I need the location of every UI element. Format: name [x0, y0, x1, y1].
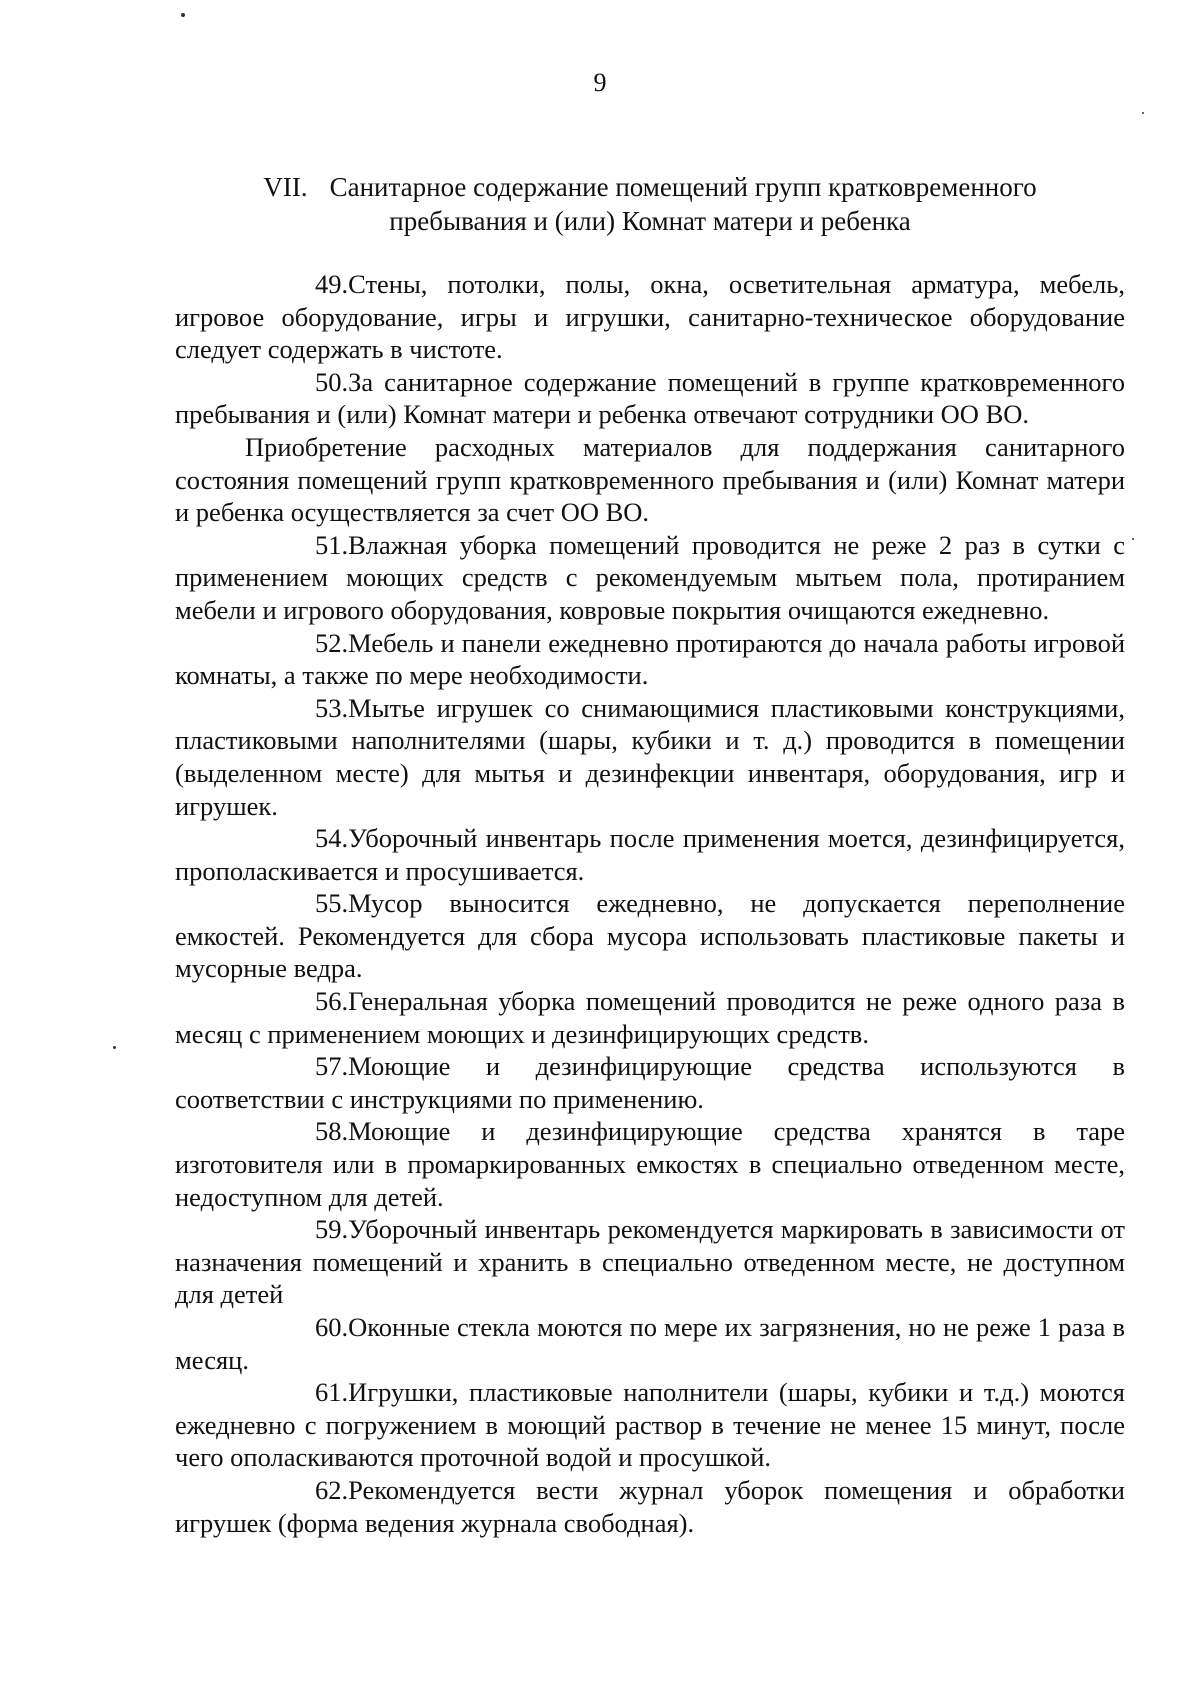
paragraph-text: Мебель и панели ежедневно протираются до начала работы игровой комнаты, а также по мере необходимости.	[175, 627, 1125, 691]
paragraph-text: Игрушки, пластиковые наполнители (шары, кубики и т.д.) моются ежедневно с погружением в моющий раствор в течение не менее 15 минут, после чего ополаскиваются проточной водой и просушкой.	[175, 1377, 1125, 1473]
paragraph-53	[175, 692, 1125, 822]
paragraph-text: Уборочный инвентарь рекомендуется маркировать в зависимости от назначения помещений и хранить в специально отведенном месте, не доступном для детей	[175, 1214, 1125, 1310]
paragraph-57	[175, 1050, 1125, 1115]
scan-speck	[1132, 538, 1134, 540]
section-title	[175, 170, 1125, 238]
paragraph-number: 51.	[315, 529, 349, 560]
paragraph-number: 61.	[315, 1377, 349, 1408]
paragraph-52	[175, 627, 1125, 692]
section-roman-numeral: VII.	[263, 172, 308, 202]
paragraph-number: 56.	[315, 986, 349, 1017]
paragraph-text: Стены, потолки, полы, окна, осветительная арматура, мебель, игровое оборудование, игры и игрушки, санитарно-техническое оборудование следует содержать в чистоте.	[175, 269, 1125, 365]
paragraph-number: 53.	[315, 692, 349, 723]
paragraph-text: Моющие и дезинфицирующие средства используются в соответствии с инструкциями по применению.	[175, 1051, 1125, 1114]
paragraph-number: 59.	[315, 1214, 349, 1245]
paragraph-number: 57.	[315, 1051, 349, 1082]
paragraph-59	[175, 1213, 1125, 1311]
paragraph-text: Приобретение расходных материалов для поддержания санитарного состояния помещений групп кратковременного пребывания и (или) Комнат матери и ребенка осуществляется за счет ОО ВО.	[175, 431, 1125, 528]
paragraph-text: Влажная уборка помещений проводится не реже 2 раз в сутки с применением моющих средств с рекомендуемым мытьем пола, протиранием мебели и игрового оборудования, ковровые покрытия очищаются ежедневно.	[175, 529, 1125, 625]
section-title-line-1	[175, 170, 1125, 204]
paragraph-60	[175, 1311, 1125, 1376]
paragraph-text: Уборочный инвентарь после применения моется, дезинфицируется, прополаскивается и просушивается.	[175, 823, 1125, 886]
paragraph-50-continuation	[175, 431, 1125, 529]
paragraph-text: Рекомендуется вести журнал уборок помещения и обработки игрушек (форма ведения журнала свободная).	[175, 1474, 1125, 1538]
paragraph-text: За санитарное содержание помещений в группе кратковременного пребывания и (или) Комнат матери и ребенка отвечают сотрудники ОО ВО.	[175, 366, 1125, 430]
section-title-text-1: Санитарное содержание помещений групп кратковременного	[329, 172, 1037, 202]
paragraph-number: 58.	[315, 1116, 349, 1147]
paragraph-54	[175, 822, 1125, 887]
section-title-line-2: пребывания и (или) Комнат матери и ребенка	[389, 206, 911, 236]
paragraph-49	[175, 268, 1125, 366]
paragraph-58	[175, 1115, 1125, 1213]
scan-speck	[113, 1046, 116, 1049]
paragraph-number: 60.	[315, 1312, 349, 1342]
paragraph-number: 54.	[315, 823, 349, 854]
paragraph-55	[175, 887, 1125, 985]
paragraph-text: Мусор выносится ежедневно, не допускается переполнение емкостей. Рекомендуется для сбора мусора использовать пластиковые пакеты и мусорные ведра.	[175, 888, 1125, 984]
paragraph-number: 55.	[315, 888, 349, 919]
scan-speck	[181, 13, 185, 17]
paragraph-62	[175, 1474, 1125, 1539]
scan-speck	[1142, 112, 1144, 114]
paragraph-text: Оконные стекла моются по мере их загрязнения, но не реже 1 раза в месяц.	[175, 1312, 1125, 1375]
paragraph-51	[175, 529, 1125, 627]
paragraph-text: Мытье игрушек со снимающимися пластиковыми конструкциями, пластиковыми наполнителями (шары, кубики и т. д.) проводится в помещении (выделенном месте) для мытья и дезинфекции инвентаря, оборудования, игр и игрушек.	[175, 692, 1125, 821]
paragraph-number: 49.	[315, 269, 349, 299]
paragraph-text: Моющие и дезинфицирующие средства хранятся в таре изготовителя или в промаркированных емкостях в специально отведенном месте, недоступном для детей.	[175, 1116, 1125, 1212]
paragraph-50	[175, 366, 1125, 431]
paragraph-number: 62.	[315, 1474, 349, 1505]
paragraph-number: 52.	[315, 627, 349, 658]
paragraph-number: 50.	[315, 366, 349, 397]
section-body	[175, 268, 1125, 1539]
paragraph-56	[175, 985, 1125, 1050]
paragraph-61	[175, 1376, 1125, 1474]
paragraph-text: Генеральная уборка помещений проводится не реже одного раза в месяц с применением моющих и дезинфицирующих средств.	[175, 986, 1125, 1049]
page-number: 9	[593, 68, 607, 97]
